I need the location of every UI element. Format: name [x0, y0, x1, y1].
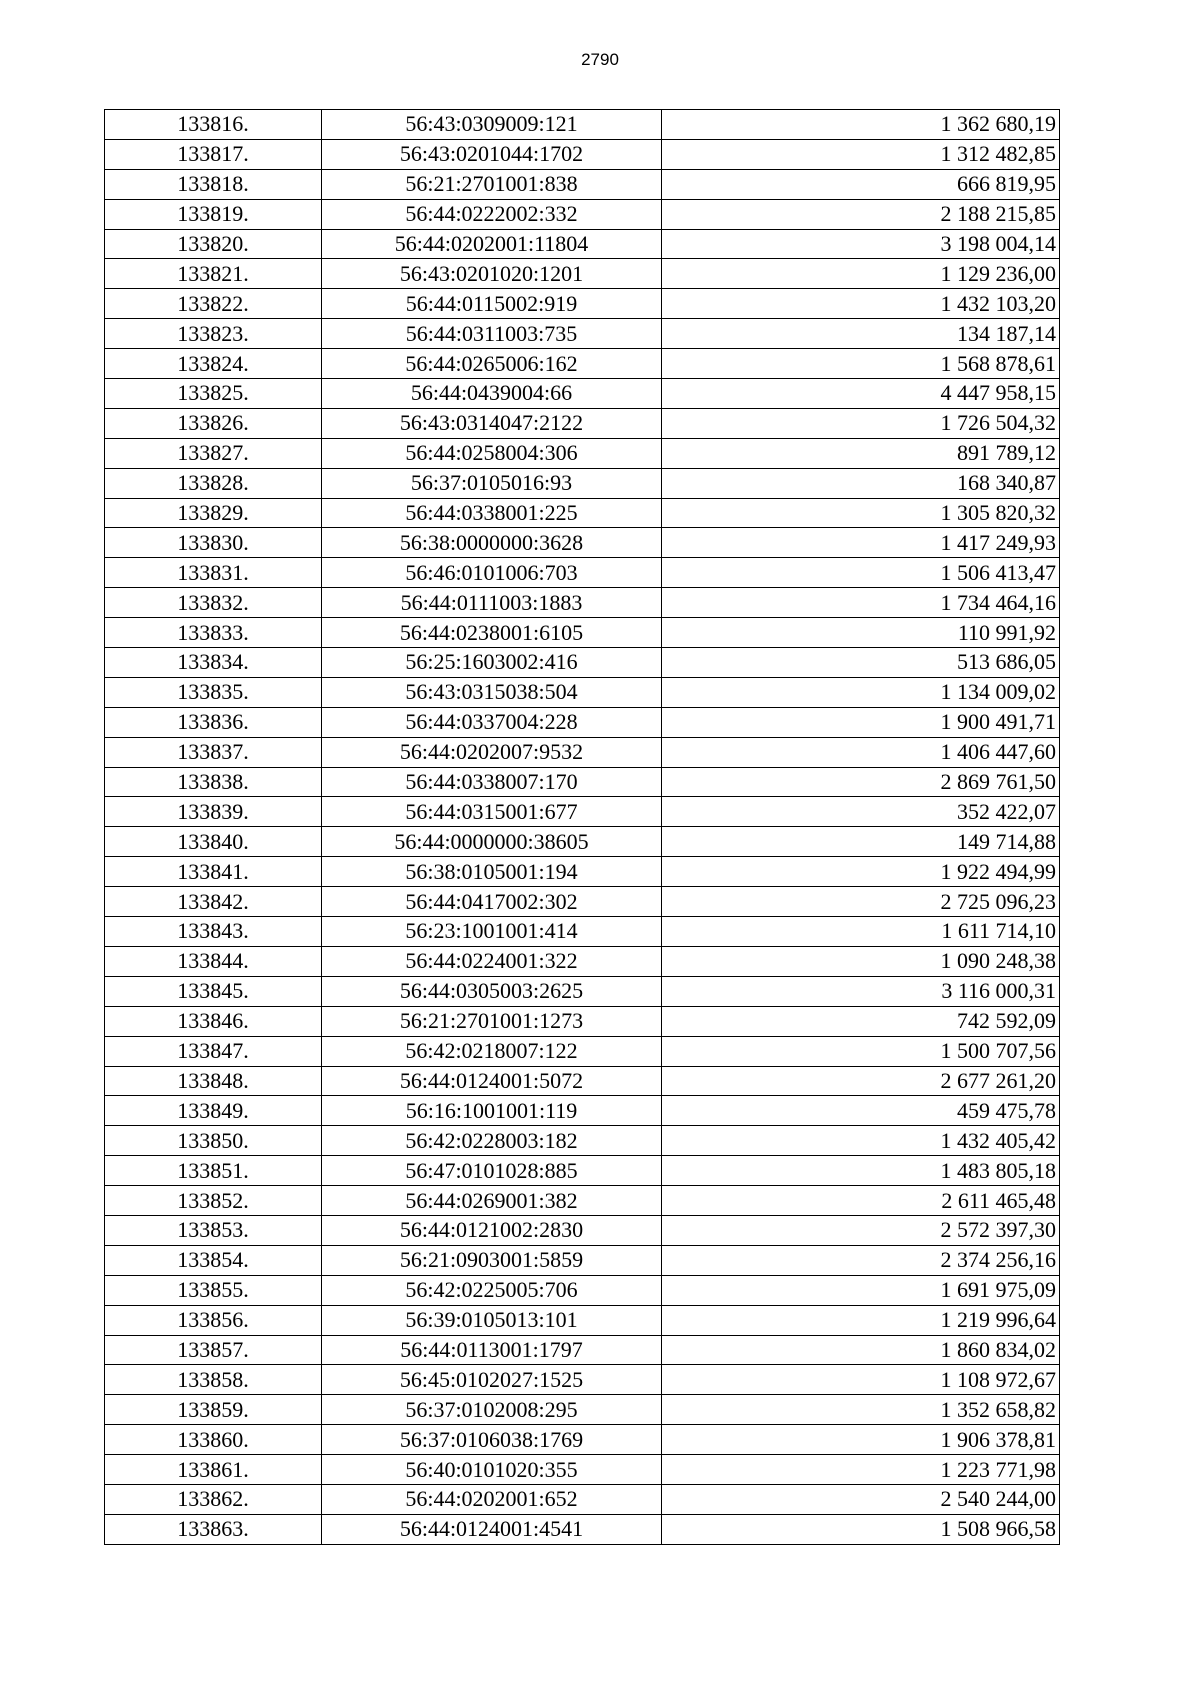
cadastral-number-cell: 56:43:0314047:2122 [322, 408, 662, 438]
cadastral-number-cell: 56:44:0124001:5072 [322, 1066, 662, 1096]
cadastral-number-cell: 56:44:0258004:306 [322, 438, 662, 468]
cadastral-number-cell: 56:44:0115002:919 [322, 289, 662, 319]
table-row [105, 528, 1060, 558]
cadastral-number-cell: 56:44:0269001:382 [322, 1186, 662, 1216]
row-number-cell: 133830. [105, 528, 322, 558]
cadastral-value-cell: 666 819,95 [662, 169, 1060, 199]
cadastral-value-cell: 352 422,07 [662, 797, 1060, 827]
row-number-cell: 133845. [105, 976, 322, 1006]
row-number-cell: 133860. [105, 1425, 322, 1455]
table-row [105, 976, 1060, 1006]
cadastral-number-cell: 56:43:0315038:504 [322, 677, 662, 707]
table-row [105, 827, 1060, 857]
table-row [105, 648, 1060, 678]
table-row [105, 438, 1060, 468]
row-number-cell: 133848. [105, 1066, 322, 1096]
table-row [105, 797, 1060, 827]
cadastral-value-cell: 2 611 465,48 [662, 1186, 1060, 1216]
cadastral-number-cell: 56:44:0338001:225 [322, 498, 662, 528]
cadastral-value-cell: 1 568 878,61 [662, 349, 1060, 379]
cadastral-value-cell: 1 305 820,32 [662, 498, 1060, 528]
table-row [105, 857, 1060, 887]
cadastral-number-cell: 56:46:0101006:703 [322, 558, 662, 588]
cadastral-number-cell: 56:16:1001001:119 [322, 1096, 662, 1126]
cadastral-number-cell: 56:44:0305003:2625 [322, 976, 662, 1006]
table-row [105, 1066, 1060, 1096]
cadastral-value-cell: 1 312 482,85 [662, 139, 1060, 169]
cadastral-value-cell: 1 506 413,47 [662, 558, 1060, 588]
table-row [105, 169, 1060, 199]
row-number-cell: 133855. [105, 1275, 322, 1305]
row-number-cell: 133817. [105, 139, 322, 169]
cadastral-number-cell: 56:44:0202001:652 [322, 1484, 662, 1514]
cadastral-value-cell: 1 108 972,67 [662, 1365, 1060, 1395]
cadastral-value-cell: 1 906 378,81 [662, 1425, 1060, 1455]
cadastral-number-cell: 56:21:2701001:838 [322, 169, 662, 199]
cadastral-number-cell: 56:44:0000000:38605 [322, 827, 662, 857]
cadastral-value-cell: 459 475,78 [662, 1096, 1060, 1126]
row-number-cell: 133840. [105, 827, 322, 857]
cadastral-value-cell: 1 406 447,60 [662, 737, 1060, 767]
row-number-cell: 133820. [105, 229, 322, 259]
cadastral-value-cell: 1 691 975,09 [662, 1275, 1060, 1305]
cadastral-value-cell: 2 374 256,16 [662, 1245, 1060, 1275]
table-row [105, 1215, 1060, 1245]
table-row [105, 259, 1060, 289]
row-number-cell: 133832. [105, 588, 322, 618]
row-number-cell: 133823. [105, 319, 322, 349]
row-number-cell: 133854. [105, 1245, 322, 1275]
cadastral-number-cell: 56:43:0309009:121 [322, 110, 662, 140]
table-row [105, 1036, 1060, 1066]
row-number-cell: 133852. [105, 1186, 322, 1216]
cadastral-value-cell: 513 686,05 [662, 648, 1060, 678]
cadastral-value-cell: 891 789,12 [662, 438, 1060, 468]
cadastral-number-cell: 56:39:0105013:101 [322, 1305, 662, 1335]
cadastral-value-cell: 1 922 494,99 [662, 857, 1060, 887]
cadastral-number-cell: 56:38:0105001:194 [322, 857, 662, 887]
page-number: 2790 [581, 50, 619, 69]
row-number-cell: 133849. [105, 1096, 322, 1126]
table-row [105, 946, 1060, 976]
cadastral-value-cell: 1 432 405,42 [662, 1126, 1060, 1156]
cadastral-number-cell: 56:40:0101020:355 [322, 1455, 662, 1485]
table-row [105, 408, 1060, 438]
cadastral-value-cell: 149 714,88 [662, 827, 1060, 857]
cadastral-number-cell: 56:44:0202007:9532 [322, 737, 662, 767]
cadastral-value-cell: 1 611 714,10 [662, 917, 1060, 947]
table-row [105, 1096, 1060, 1126]
cadastral-number-cell: 56:21:2701001:1273 [322, 1006, 662, 1036]
cadastral-number-cell: 56:42:0225005:706 [322, 1275, 662, 1305]
row-number-cell: 133853. [105, 1215, 322, 1245]
cadastral-number-cell: 56:44:0337004:228 [322, 707, 662, 737]
cadastral-number-cell: 56:44:0224001:322 [322, 946, 662, 976]
cadastral-value-cell: 2 869 761,50 [662, 767, 1060, 797]
cadastral-number-cell: 56:44:0124001:4541 [322, 1514, 662, 1544]
table-row [105, 588, 1060, 618]
table-row [105, 229, 1060, 259]
table-row [105, 1484, 1060, 1514]
row-number-cell: 133839. [105, 797, 322, 827]
cadastral-number-cell: 56:42:0228003:182 [322, 1126, 662, 1156]
cadastral-number-cell: 56:44:0315001:677 [322, 797, 662, 827]
row-number-cell: 133842. [105, 887, 322, 917]
cadastral-number-cell: 56:37:0105016:93 [322, 468, 662, 498]
table-row [105, 139, 1060, 169]
cadastral-number-cell: 56:47:0101028:885 [322, 1156, 662, 1186]
cadastral-value-cell: 742 592,09 [662, 1006, 1060, 1036]
row-number-cell: 133859. [105, 1395, 322, 1425]
cadastral-number-cell: 56:44:0222002:332 [322, 199, 662, 229]
table-row [105, 1335, 1060, 1365]
cadastral-number-cell: 56:44:0202001:11804 [322, 229, 662, 259]
row-number-cell: 133857. [105, 1335, 322, 1365]
table-row [105, 498, 1060, 528]
row-number-cell: 133843. [105, 917, 322, 947]
cadastral-number-cell: 56:44:0238001:6105 [322, 618, 662, 648]
table-row [105, 1275, 1060, 1305]
table-row [105, 1365, 1060, 1395]
cadastral-value-cell: 1 223 771,98 [662, 1455, 1060, 1485]
cadastral-value-cell: 1 483 805,18 [662, 1156, 1060, 1186]
table-row [105, 737, 1060, 767]
cadastral-number-cell: 56:43:0201020:1201 [322, 259, 662, 289]
row-number-cell: 133825. [105, 379, 322, 409]
row-number-cell: 133824. [105, 349, 322, 379]
table-row [105, 887, 1060, 917]
table-row [105, 468, 1060, 498]
table-row [105, 1156, 1060, 1186]
cadastral-value-cell: 1 500 707,56 [662, 1036, 1060, 1066]
row-number-cell: 133826. [105, 408, 322, 438]
row-number-cell: 133837. [105, 737, 322, 767]
cadastral-value-cell: 1 362 680,19 [662, 110, 1060, 140]
table-row [105, 558, 1060, 588]
row-number-cell: 133838. [105, 767, 322, 797]
cadastral-value-table [104, 109, 1060, 1545]
row-number-cell: 133836. [105, 707, 322, 737]
row-number-cell: 133851. [105, 1156, 322, 1186]
table-row [105, 349, 1060, 379]
row-number-cell: 133844. [105, 946, 322, 976]
table-row [105, 1186, 1060, 1216]
cadastral-value-cell: 1 134 009,02 [662, 677, 1060, 707]
row-number-cell: 133829. [105, 498, 322, 528]
table-row [105, 1425, 1060, 1455]
row-number-cell: 133861. [105, 1455, 322, 1485]
cadastral-number-cell: 56:37:0102008:295 [322, 1395, 662, 1425]
cadastral-value-cell: 4 447 958,15 [662, 379, 1060, 409]
table-row [105, 618, 1060, 648]
cadastral-value-cell: 2 725 096,23 [662, 887, 1060, 917]
cadastral-number-cell: 56:37:0106038:1769 [322, 1425, 662, 1455]
cadastral-number-cell: 56:44:0121002:2830 [322, 1215, 662, 1245]
table-row [105, 1455, 1060, 1485]
row-number-cell: 133833. [105, 618, 322, 648]
table-row [105, 379, 1060, 409]
cadastral-number-cell: 56:21:0903001:5859 [322, 1245, 662, 1275]
cadastral-value-cell: 1 860 834,02 [662, 1335, 1060, 1365]
table-row [105, 1006, 1060, 1036]
cadastral-number-cell: 56:43:0201044:1702 [322, 139, 662, 169]
cadastral-value-cell: 2 540 244,00 [662, 1484, 1060, 1514]
table-row [105, 319, 1060, 349]
cadastral-value-cell: 2 188 215,85 [662, 199, 1060, 229]
table-body [105, 110, 1060, 1545]
row-number-cell: 133835. [105, 677, 322, 707]
cadastral-value-cell: 1 129 236,00 [662, 259, 1060, 289]
table-row [105, 1126, 1060, 1156]
cadastral-number-cell: 56:25:1603002:416 [322, 648, 662, 678]
row-number-cell: 133863. [105, 1514, 322, 1544]
cadastral-number-cell: 56:44:0111003:1883 [322, 588, 662, 618]
cadastral-value-cell: 1 900 491,71 [662, 707, 1060, 737]
cadastral-value-cell: 1 432 103,20 [662, 289, 1060, 319]
row-number-cell: 133862. [105, 1484, 322, 1514]
cadastral-value-cell: 168 340,87 [662, 468, 1060, 498]
row-number-cell: 133850. [105, 1126, 322, 1156]
cadastral-value-cell: 110 991,92 [662, 618, 1060, 648]
cadastral-value-cell: 1 352 658,82 [662, 1395, 1060, 1425]
table-row [105, 1245, 1060, 1275]
cadastral-value-cell: 1 417 249,93 [662, 528, 1060, 558]
cadastral-number-cell: 56:45:0102027:1525 [322, 1365, 662, 1395]
cadastral-number-cell: 56:42:0218007:122 [322, 1036, 662, 1066]
row-number-cell: 133841. [105, 857, 322, 887]
row-number-cell: 133834. [105, 648, 322, 678]
cadastral-value-cell: 134 187,14 [662, 319, 1060, 349]
row-number-cell: 133818. [105, 169, 322, 199]
table-row [105, 767, 1060, 797]
cadastral-value-cell: 2 572 397,30 [662, 1215, 1060, 1245]
table-row [105, 110, 1060, 140]
cadastral-number-cell: 56:44:0113001:1797 [322, 1335, 662, 1365]
cadastral-number-cell: 56:44:0417002:302 [322, 887, 662, 917]
row-number-cell: 133831. [105, 558, 322, 588]
cadastral-number-cell: 56:23:1001001:414 [322, 917, 662, 947]
table-row [105, 1305, 1060, 1335]
table-row [105, 1514, 1060, 1544]
table-row [105, 677, 1060, 707]
cadastral-number-cell: 56:44:0311003:735 [322, 319, 662, 349]
table-row [105, 707, 1060, 737]
cadastral-value-cell: 3 198 004,14 [662, 229, 1060, 259]
cadastral-value-cell: 1 219 996,64 [662, 1305, 1060, 1335]
row-number-cell: 133858. [105, 1365, 322, 1395]
table-row [105, 289, 1060, 319]
row-number-cell: 133822. [105, 289, 322, 319]
row-number-cell: 133846. [105, 1006, 322, 1036]
cadastral-value-cell: 2 677 261,20 [662, 1066, 1060, 1096]
table-row [105, 199, 1060, 229]
cadastral-value-cell: 1 726 504,32 [662, 408, 1060, 438]
cadastral-number-cell: 56:44:0338007:170 [322, 767, 662, 797]
cadastral-number-cell: 56:44:0439004:66 [322, 379, 662, 409]
row-number-cell: 133821. [105, 259, 322, 289]
row-number-cell: 133856. [105, 1305, 322, 1335]
row-number-cell: 133816. [105, 110, 322, 140]
cadastral-value-cell: 1 090 248,38 [662, 946, 1060, 976]
cadastral-number-cell: 56:44:0265006:162 [322, 349, 662, 379]
row-number-cell: 133847. [105, 1036, 322, 1066]
table-row [105, 917, 1060, 947]
cadastral-value-cell: 1 734 464,16 [662, 588, 1060, 618]
cadastral-value-cell: 3 116 000,31 [662, 976, 1060, 1006]
cadastral-number-cell: 56:38:0000000:3628 [322, 528, 662, 558]
row-number-cell: 133828. [105, 468, 322, 498]
cadastral-value-cell: 1 508 966,58 [662, 1514, 1060, 1544]
row-number-cell: 133827. [105, 438, 322, 468]
table-row [105, 1395, 1060, 1425]
row-number-cell: 133819. [105, 199, 322, 229]
